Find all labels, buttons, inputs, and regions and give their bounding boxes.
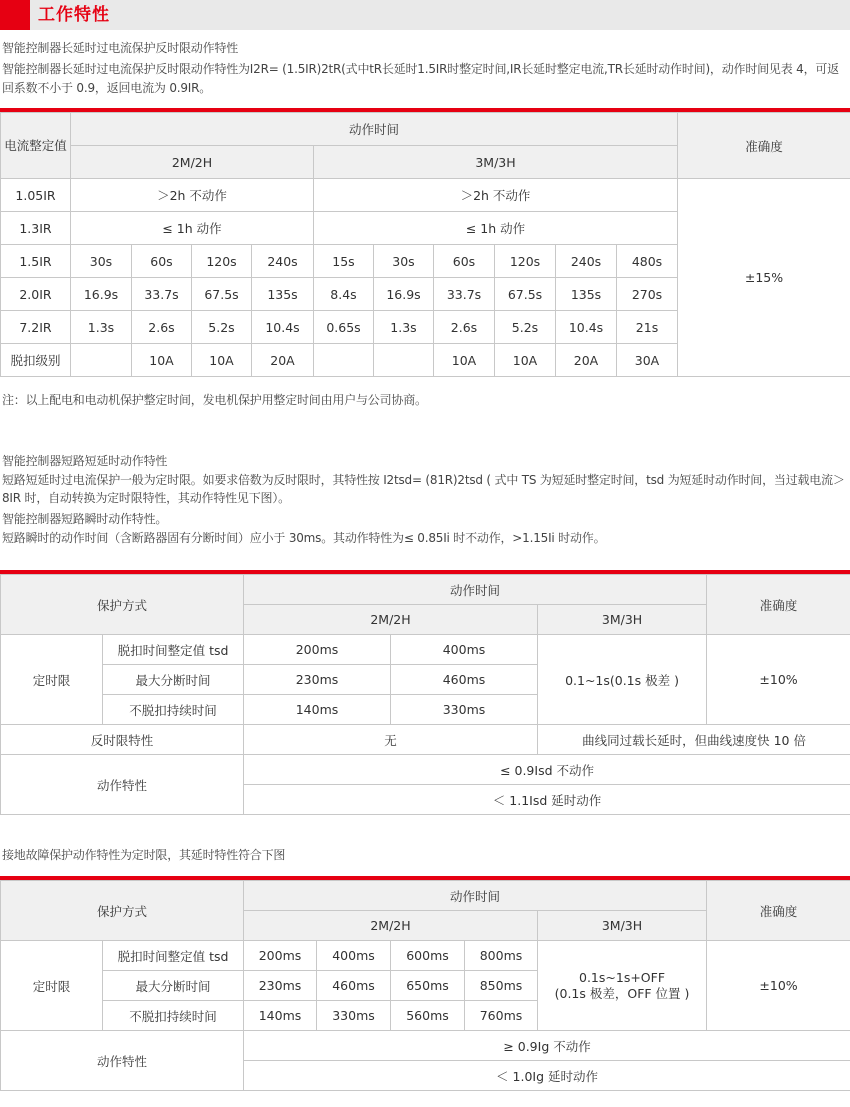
header-frame-b: 3M/3H — [538, 911, 707, 941]
row-label: 最大分断时间 — [103, 971, 244, 1001]
table-row — [1, 755, 850, 785]
cell: 无 — [244, 725, 538, 755]
header-frame-b: 3M/3H — [538, 605, 707, 635]
cell: 400ms — [317, 941, 391, 971]
cell: 16.9s — [374, 278, 434, 311]
row-label: 最大分断时间 — [103, 665, 244, 695]
cell: 120s — [495, 245, 556, 278]
row-label: 脱扣时间整定值 tsd — [103, 941, 244, 971]
row-label: 1.5IR — [1, 245, 71, 278]
cell: ＞2h 不动作 — [71, 179, 314, 212]
cell: 800ms — [465, 941, 538, 971]
cell: 30s — [71, 245, 132, 278]
cell: 5.2s — [192, 311, 252, 344]
frame-b-value — [538, 941, 707, 1031]
cell: 200ms — [244, 635, 391, 665]
cell: 1.3s — [71, 311, 132, 344]
cell: 10.4s — [252, 311, 314, 344]
instant-desc: 短路瞬时的动作时间（含断路器固有分断时间）应小于 30ms。其动作特性为≤ 0.85Ii 时不动作，>1.15Ii 时动作。 — [2, 531, 606, 545]
cell: 20A — [556, 344, 617, 377]
cell: 5.2s — [495, 311, 556, 344]
header-frame-a: 2M/2H — [71, 146, 314, 179]
accuracy-value: ±10% — [707, 941, 850, 1031]
header-protection-mode: 保护方式 — [1, 575, 244, 635]
cell: 330ms — [391, 695, 538, 725]
table-row — [1, 635, 850, 665]
cell: 240s — [556, 245, 617, 278]
cell: 67.5s — [192, 278, 252, 311]
row-label: 不脱扣持续时间 — [103, 695, 244, 725]
table-row — [1, 575, 850, 605]
cell: 0.65s — [314, 311, 374, 344]
cell: 10A — [192, 344, 252, 377]
cell: 135s — [252, 278, 314, 311]
header-frame-b: 3M/3H — [314, 146, 678, 179]
cell: 560ms — [391, 1001, 465, 1031]
header-accent-block — [0, 0, 30, 30]
row-label: 7.2IR — [1, 311, 71, 344]
cell: 400ms — [391, 635, 538, 665]
row-label: 动作特性 — [1, 755, 244, 815]
ground-fault-table — [0, 880, 850, 1091]
cell: 460ms — [391, 665, 538, 695]
row-label: 2.0IR — [1, 278, 71, 311]
cell: 15s — [314, 245, 374, 278]
cell: 650ms — [391, 971, 465, 1001]
cell: 480s — [617, 245, 678, 278]
instant-title: 智能控制器短路瞬时动作特性。 — [2, 512, 168, 526]
cell: 760ms — [465, 1001, 538, 1031]
header-action-time: 动作时间 — [244, 575, 707, 605]
cell: 16.9s — [71, 278, 132, 311]
cell: 330ms — [317, 1001, 391, 1031]
row-label: 动作特性 — [1, 1031, 244, 1091]
cell — [374, 344, 434, 377]
cell: ＜ 1.0Ig 延时动作 — [244, 1061, 850, 1091]
cell: 60s — [434, 245, 495, 278]
row-label: 1.3IR — [1, 212, 71, 245]
cell: 33.7s — [132, 278, 192, 311]
cell: ≥ 0.9Ig 不动作 — [244, 1031, 850, 1061]
header-frame-a: 2M/2H — [244, 605, 538, 635]
short-delay-table — [0, 574, 850, 815]
cell: 230ms — [244, 971, 317, 1001]
cell: 200ms — [244, 941, 317, 971]
cell — [314, 344, 374, 377]
header-accuracy: 准确度 — [707, 881, 850, 941]
header-action-time: 动作时间 — [71, 113, 678, 146]
cell: ≤ 1h 动作 — [314, 212, 678, 245]
table-row — [1, 881, 850, 911]
cell: 2.6s — [434, 311, 495, 344]
long-delay-title: 智能控制器长延时过电流保护反时限动作特性 — [2, 41, 239, 55]
table-row — [1, 725, 850, 755]
row-label: 反时限特性 — [1, 725, 244, 755]
cell: 8.4s — [314, 278, 374, 311]
cell: ＞2h 不动作 — [314, 179, 678, 212]
short-delay-title: 智能控制器短路短延时动作特性 — [2, 454, 168, 468]
cell: 1.3s — [374, 311, 434, 344]
frame-b-value-line2: (0.1s 极差，OFF 位置 ) — [554, 985, 690, 1001]
ground-fault-title: 接地故障保护动作特性为定时限，其延时特性符合下图 — [2, 848, 286, 862]
cell: 30A — [617, 344, 678, 377]
table-row — [1, 941, 850, 971]
frame-b-value-line1: 0.1s~1s+OFF — [579, 969, 666, 985]
header-frame-a: 2M/2H — [244, 911, 538, 941]
cell: 20A — [252, 344, 314, 377]
cell: 10A — [132, 344, 192, 377]
row-label: 1.05IR — [1, 179, 71, 212]
cell: 460ms — [317, 971, 391, 1001]
table-row — [1, 113, 850, 146]
long-delay-desc: 智能控制器长延时过电流保护反时限动作特性为I2R= (1.5IR)2tR(式中tR长延时1.5IR时整定时间,IR长延时整定电流,TR长延时动作时间)，动作时间见表 4，可返回系数不小于 0.9，返回电流为 0.9IR。 — [2, 62, 839, 95]
header-current-setting: 电流整定值 — [1, 113, 71, 179]
accuracy-value: ±15% — [678, 179, 850, 377]
cell: 30s — [374, 245, 434, 278]
cell: 21s — [617, 311, 678, 344]
cell: 10A — [495, 344, 556, 377]
cell: ≤ 0.9Isd 不动作 — [244, 755, 850, 785]
cell: 120s — [192, 245, 252, 278]
row-label: 不脱扣持续时间 — [103, 1001, 244, 1031]
cell: 10A — [434, 344, 495, 377]
cell: 240s — [252, 245, 314, 278]
cell: ＜ 1.1Isd 延时动作 — [244, 785, 850, 815]
cell: 10.4s — [556, 311, 617, 344]
cell: 曲线同过载长延时，但曲线速度快 10 倍 — [538, 725, 850, 755]
frame-b-value: 0.1~1s(0.1s 极差 ) — [538, 635, 707, 725]
section-title: 工作特性 — [38, 5, 110, 25]
cell: 60s — [132, 245, 192, 278]
accuracy-value: ±10% — [707, 635, 850, 725]
section-header — [0, 0, 850, 30]
cell: ≤ 1h 动作 — [71, 212, 314, 245]
long-delay-table — [0, 112, 850, 377]
cell: 850ms — [465, 971, 538, 1001]
header-protection-mode: 保护方式 — [1, 881, 244, 941]
row-label: 脱扣时间整定值 tsd — [103, 635, 244, 665]
cell: 230ms — [244, 665, 391, 695]
group-label: 定时限 — [1, 941, 103, 1031]
row-label: 脱扣级别 — [1, 344, 71, 377]
cell: 2.6s — [132, 311, 192, 344]
cell: 135s — [556, 278, 617, 311]
cell: 33.7s — [434, 278, 495, 311]
header-accuracy: 准确度 — [678, 113, 850, 179]
cell: 270s — [617, 278, 678, 311]
cell: 600ms — [391, 941, 465, 971]
cell: 140ms — [244, 1001, 317, 1031]
cell: 67.5s — [495, 278, 556, 311]
cell — [71, 344, 132, 377]
group-label: 定时限 — [1, 635, 103, 725]
table-row — [1, 1031, 850, 1061]
long-delay-note: 注：以上配电和电动机保护整定时间，发电机保护用整定时间由用户与公司协商。 — [2, 393, 427, 407]
table-row — [1, 179, 850, 212]
header-action-time: 动作时间 — [244, 881, 707, 911]
header-accuracy: 准确度 — [707, 575, 850, 635]
short-delay-desc: 短路短延时过电流保护一般为定时限。如要求倍数为反时限时，其特性按 I2tsd= (81R)2tsd ( 式中 TS 为短延时整定时间，tsd 为短延时动作时间，当过载电流＞ 8IR 时，自动转换为定时限特性，其动作特性见下图）。 — [2, 473, 845, 505]
cell: 140ms — [244, 695, 391, 725]
